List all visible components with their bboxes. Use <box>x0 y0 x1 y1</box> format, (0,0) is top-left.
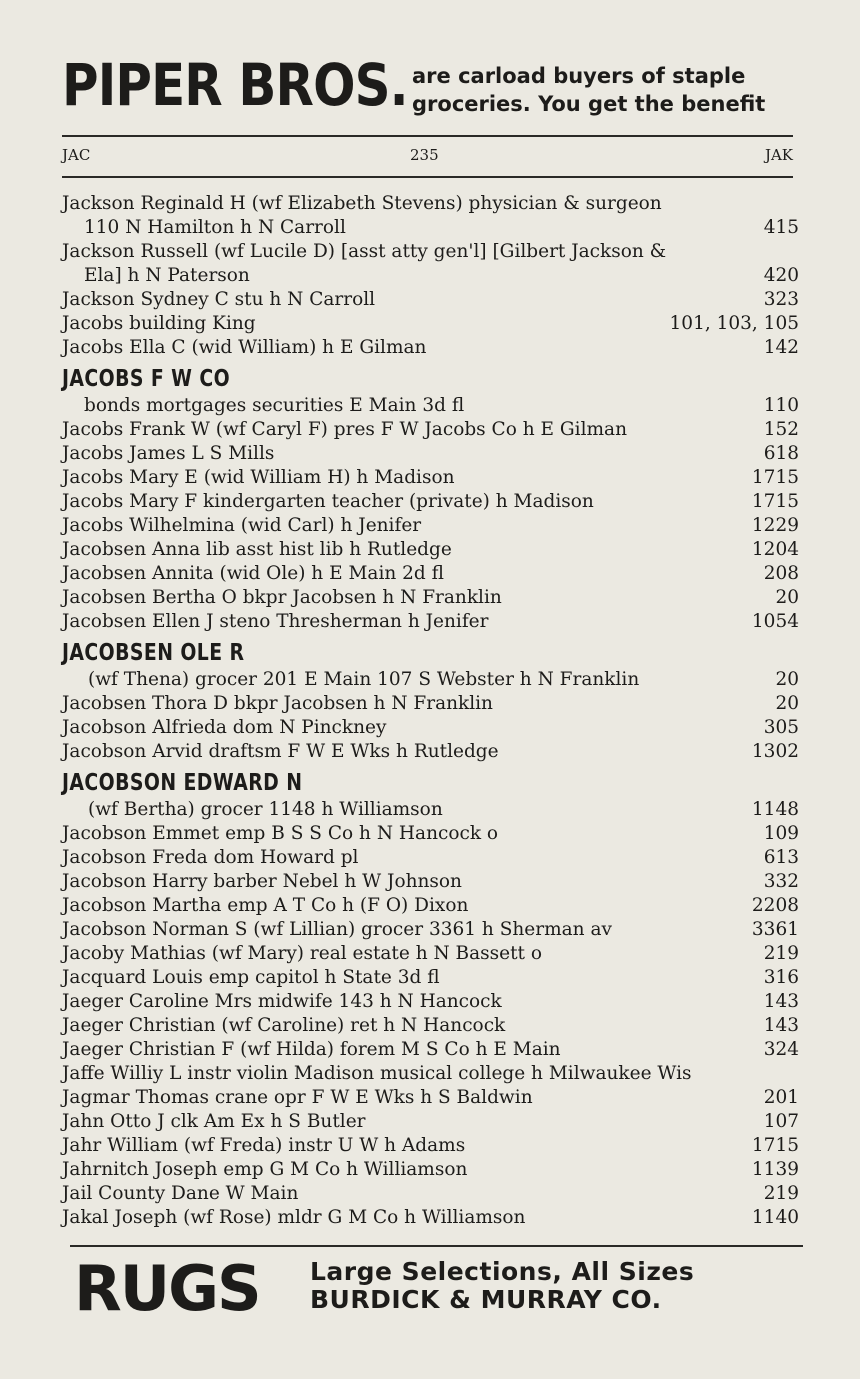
directory-entry <box>62 692 807 716</box>
directory-entry <box>62 1206 807 1230</box>
entry-number: 332 <box>763 871 799 892</box>
directory-entry <box>62 870 807 894</box>
directory-entry <box>62 1062 807 1086</box>
running-head-last-word: JAK <box>764 146 793 164</box>
ad-slogan-line-1: are carload buyers of staple <box>412 64 746 88</box>
entry-number: 1715 <box>751 467 799 488</box>
ad-slogan <box>310 1258 694 1314</box>
firm-heading: JACOBS F W CO <box>62 366 231 392</box>
entry-number: 208 <box>763 563 799 584</box>
rugs-advertisement <box>74 1252 808 1325</box>
directory-entry-continuation <box>62 216 807 240</box>
entry-text: Jacobs Mary F kindergarten teacher (private) h Madison <box>62 491 594 512</box>
entry-number: 305 <box>763 717 799 738</box>
directory-entry <box>62 822 807 846</box>
directory-entry <box>62 240 807 264</box>
entry-number: 219 <box>763 943 799 964</box>
page-number: 235 <box>410 146 439 164</box>
header-rule-bottom <box>62 176 793 178</box>
directory-entry-continuation <box>62 264 807 288</box>
entry-text: (wf Bertha) grocer 1148 h Williamson <box>88 799 443 820</box>
entry-text: Jail County Dane W Main <box>62 1183 299 1204</box>
directory-entry-continuation <box>62 798 807 822</box>
entry-number: 1148 <box>751 799 799 820</box>
entry-number: 201 <box>763 1087 799 1108</box>
directory-entry <box>62 1014 807 1038</box>
entry-number: 324 <box>763 1039 799 1060</box>
directory-entry <box>62 418 807 442</box>
entry-text: Jacobs Ella C (wid William) h E Gilman <box>62 337 427 358</box>
ad-slogan-line-2: BURDICK & MURRAY CO. <box>310 1285 662 1314</box>
entry-text: Jagmar Thomas crane opr F W E Wks h S Baldwin <box>62 1087 533 1108</box>
entry-number: 1140 <box>751 1207 799 1228</box>
directory-entry <box>62 1038 807 1062</box>
running-head-first-word: JAC <box>62 146 91 164</box>
directory-entry <box>62 1134 807 1158</box>
entry-text: Jacobsen Bertha O bkpr Jacobsen h N Franklin <box>62 587 502 608</box>
entry-number: 101, 103, 105 <box>669 313 799 334</box>
entry-number: 1229 <box>751 515 799 536</box>
ad-slogan-line-2: groceries. You get the benefit <box>412 92 766 116</box>
entry-number: 107 <box>763 1111 799 1132</box>
ad-brand-name: RUGS <box>74 1252 260 1325</box>
entry-text: Jacobs Frank W (wf Caryl F) pres F W Jacobs Co h E Gilman <box>62 419 627 440</box>
entry-number: 415 <box>763 217 799 238</box>
entry-number: 110 <box>763 395 799 416</box>
entry-text: (wf Thena) grocer 201 E Main 107 S Webster h N Franklin <box>88 669 640 690</box>
directory-entry <box>62 740 807 764</box>
entry-number: 20 <box>775 587 799 608</box>
entry-text: Jahrnitch Joseph emp G M Co h Williamson <box>62 1159 468 1180</box>
entry-text: Jacobson Harry barber Nebel h W Johnson <box>62 871 462 892</box>
directory-entry <box>62 846 807 870</box>
entry-number: 143 <box>763 1015 799 1036</box>
entry-text: Jahn Otto J clk Am Ex h S Butler <box>62 1111 366 1132</box>
entry-text: Jackson Reginald H (wf Elizabeth Stevens) physician & surgeon <box>62 193 662 214</box>
entry-text: Jackson Russell (wf Lucile D) [asst atty gen'l] [Gilbert Jackson & <box>62 241 667 262</box>
entry-text: Jacobson Arvid draftsm F W E Wks h Rutledge <box>62 741 499 762</box>
piper-bros-advertisement <box>62 52 797 118</box>
entry-text: Jaeger Caroline Mrs midwife 143 h N Hancock <box>62 991 502 1012</box>
ad-slogan <box>412 62 765 118</box>
directory-entry <box>62 466 807 490</box>
directory-entry <box>62 312 807 336</box>
entry-text: Jacobs building King <box>62 313 256 334</box>
entry-text: Jahr William (wf Freda) instr U W h Adams <box>62 1135 466 1156</box>
directory-entry <box>62 490 807 514</box>
running-head <box>62 143 793 169</box>
directory-entry <box>62 966 807 990</box>
directory-entry <box>62 1086 807 1110</box>
entry-text: Jacobs Mary E (wid William H) h Madison <box>62 467 455 488</box>
firm-heading: JACOBSON EDWARD N <box>62 770 303 796</box>
directory-entry <box>62 990 807 1014</box>
directory-entry <box>62 918 807 942</box>
directory-entry <box>62 1158 807 1182</box>
entry-text: Jacobson Martha emp A T Co h (F O) Dixon <box>62 895 469 916</box>
entry-number: 20 <box>775 669 799 690</box>
directory-entry <box>62 1110 807 1134</box>
directory-entry <box>62 336 807 360</box>
entry-text: Jaffe Williy L instr violin Madison musical college h Milwaukee Wis <box>62 1063 692 1084</box>
directory-listing <box>62 192 807 1230</box>
directory-entry <box>62 610 807 634</box>
directory-entry-continuation <box>62 668 807 692</box>
directory-entry <box>62 586 807 610</box>
entry-number: 219 <box>763 1183 799 1204</box>
entry-text: Jacoby Mathias (wf Mary) real estate h N Bassett o <box>62 943 543 964</box>
entry-text: Jacobson Freda dom Howard pl <box>62 847 359 868</box>
entry-text: Jacobs Wilhelmina (wid Carl) h Jenifer <box>62 515 422 536</box>
directory-entry-continuation <box>62 394 807 418</box>
entry-number: 20 <box>775 693 799 714</box>
entry-number: 1715 <box>751 1135 799 1156</box>
entry-number: 1715 <box>751 491 799 512</box>
directory-entry <box>62 538 807 562</box>
entry-text: bonds mortgages securities E Main 3d fl <box>84 395 465 416</box>
entry-number: 1139 <box>751 1159 799 1180</box>
entry-text: Jacobsen Anna lib asst hist lib h Rutledge <box>62 539 452 560</box>
entry-number: 143 <box>763 991 799 1012</box>
entry-text: Jacobson Norman S (wf Lillian) grocer 3361 h Sherman av <box>62 919 612 940</box>
entry-number: 613 <box>763 847 799 868</box>
directory-entry <box>62 1182 807 1206</box>
entry-number: 1054 <box>751 611 799 632</box>
entry-text: Jacobsen Ellen J steno Thresherman h Jenifer <box>62 611 489 632</box>
entry-text: Jaeger Christian F (wf Hilda) forem M S Co h E Main <box>62 1039 561 1060</box>
entry-text: Jackson Sydney C stu h N Carroll <box>62 289 376 310</box>
entry-number: 142 <box>763 337 799 358</box>
ad-brand-name: PIPER BROS. <box>62 51 408 119</box>
footer-rule <box>70 1245 803 1247</box>
entry-text: Jacobson Alfrieda dom N Pinckney <box>62 717 387 738</box>
entry-number: 2208 <box>751 895 799 916</box>
directory-entry <box>62 442 807 466</box>
entry-number: 323 <box>763 289 799 310</box>
entry-number: 420 <box>763 265 799 286</box>
ad-slogan-line-1: Large Selections, All Sizes <box>310 1257 695 1286</box>
entry-text: Jacquard Louis emp capitol h State 3d fl <box>62 967 440 988</box>
entry-text: Jacobsen Thora D bkpr Jacobsen h N Franklin <box>62 693 493 714</box>
entry-text: Jacobs James L S Mills <box>62 443 275 464</box>
entry-number: 1302 <box>751 741 799 762</box>
entry-text: Jacobson Emmet emp B S S Co h N Hancock o <box>62 823 499 844</box>
directory-entry <box>62 562 807 586</box>
entry-text: Jacobsen Annita (wid Ole) h E Main 2d fl <box>62 563 444 584</box>
entry-number: 152 <box>763 419 799 440</box>
directory-entry <box>62 716 807 740</box>
entry-number: 618 <box>763 443 799 464</box>
entry-number: 109 <box>763 823 799 844</box>
entry-text: Jaeger Christian (wf Caroline) ret h N Hancock <box>62 1015 506 1036</box>
directory-entry <box>62 192 807 216</box>
header-rule-top <box>62 135 793 137</box>
entry-number: 3361 <box>751 919 799 940</box>
directory-entry <box>62 894 807 918</box>
directory-entry <box>62 288 807 312</box>
entry-text: Ela] h N Paterson <box>84 265 250 286</box>
directory-entry <box>62 942 807 966</box>
entry-number: 1204 <box>751 539 799 560</box>
directory-entry <box>62 514 807 538</box>
entry-text: 110 N Hamilton h N Carroll <box>84 217 346 238</box>
firm-heading: JACOBSEN OLE R <box>62 640 245 666</box>
entry-text: Jakal Joseph (wf Rose) mldr G M Co h Williamson <box>62 1207 526 1228</box>
entry-number: 316 <box>763 967 799 988</box>
